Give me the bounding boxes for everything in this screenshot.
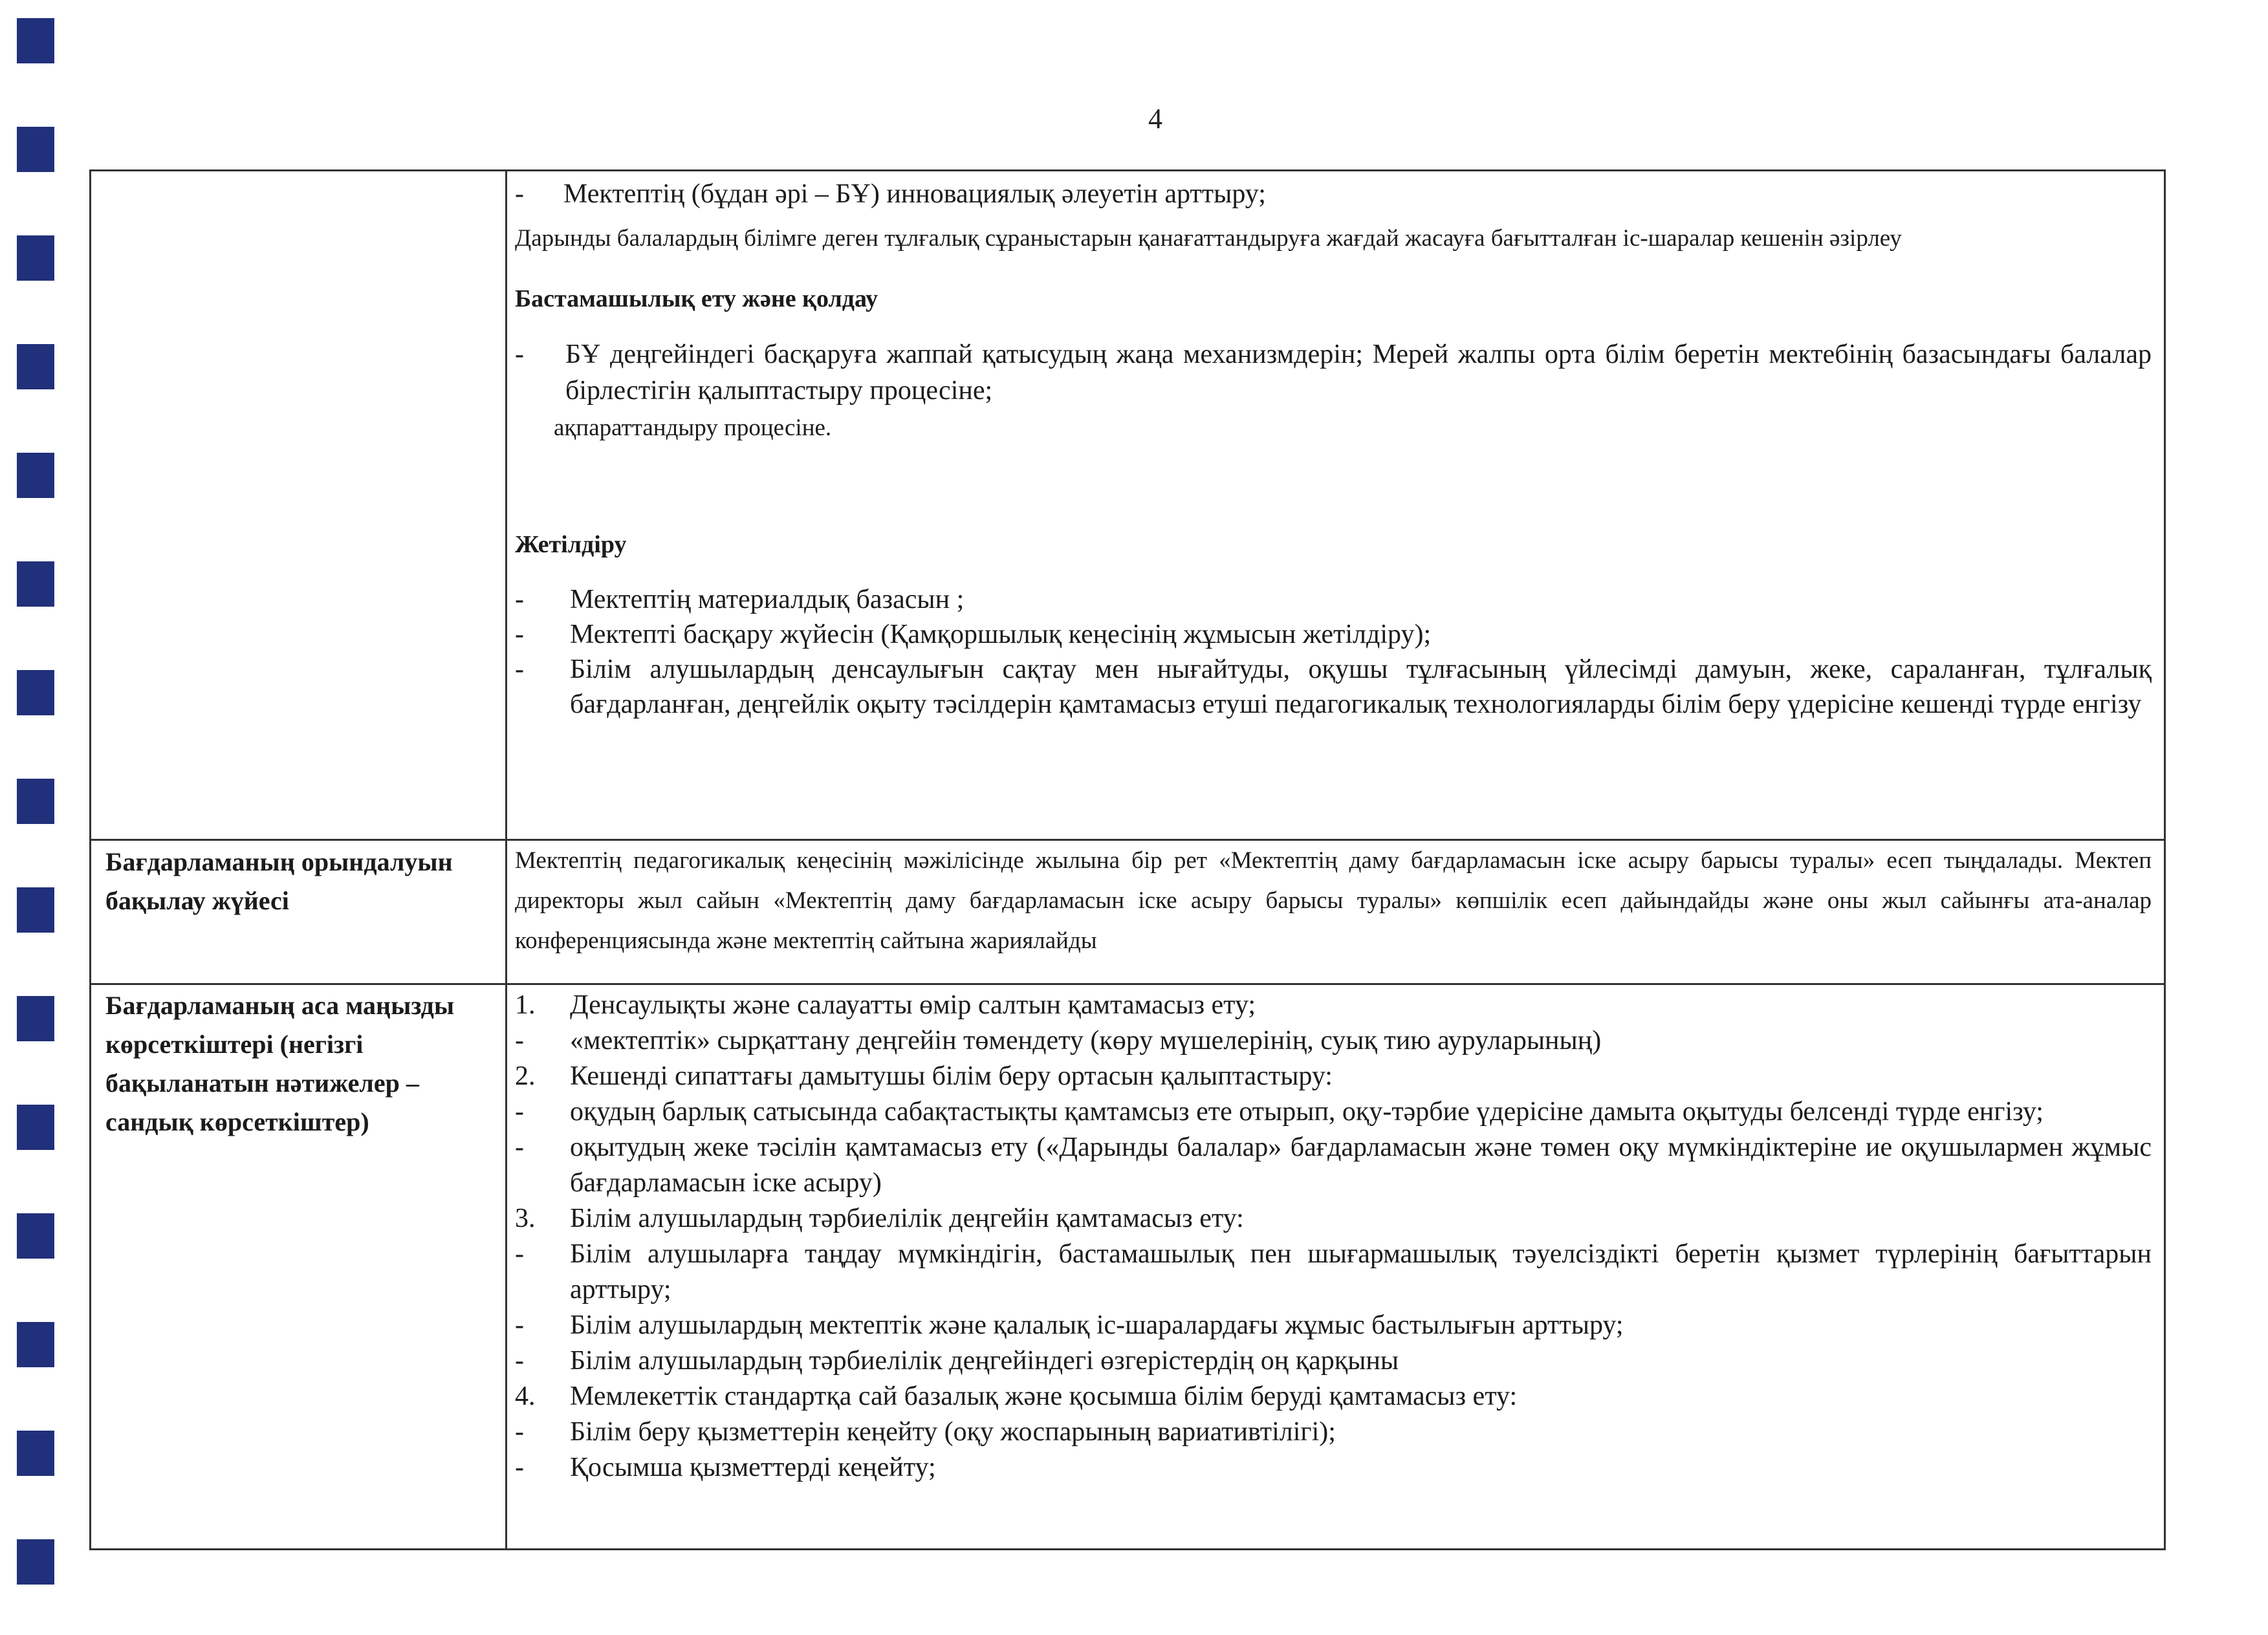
binding-hole — [17, 1431, 54, 1476]
binding-hole — [17, 1213, 54, 1259]
list-item: 2. Кешенді сипаттағы дамытушы білім беру ортасын қалыптастыру: — [515, 1061, 1333, 1091]
binding-hole — [17, 779, 54, 824]
binding-hole — [17, 1539, 54, 1585]
paragraph: Дарынды балалардың білімге деген тұлғалық сұраныстарын қанағаттандыруға жағдай жасауға бағытталған іс-шаралар кешенін әзірлеу — [515, 225, 1902, 252]
binding-hole — [17, 996, 54, 1041]
paragraph: ақпараттандыру процесіне. — [554, 415, 832, 441]
list-item: - «мектептік» сырқаттану деңгейін төмендету (көру мүшелерінің, суық тию ауруларының) — [515, 1026, 1602, 1056]
spiral-binding — [0, 0, 61, 1635]
monitoring-label: Бағдарламаның орындалуын бақылау жүйесі — [105, 847, 453, 915]
list-item: - Мектепті басқару жүйесін (Қамқоршылық кеңесінің жұмысын жетілдіру); — [515, 620, 1432, 649]
binding-hole — [17, 127, 54, 172]
item-text: БҰ деңгейіндегі басқаруға жаппай қатысудың жаңа механизмдерін; Мерей жалпы орта білім беретін мектебінің базасындағы балалар бірлестігін қалыптастыру процесіне; — [565, 340, 2152, 406]
binding-hole — [17, 18, 54, 63]
binding-hole — [17, 561, 54, 607]
item-text: Мектептің (бұдан әрі – БҰ) инновациялық әлеуетін арттыру; — [563, 179, 1266, 209]
list-item: - Мектептің (бұдан әрі – БҰ) инновациялық әлеуетін арттыру; — [515, 179, 1266, 209]
item-text: Білім алушылардың денсаулығын сақтау мен нығайтуды, оқушы тұлғасының үйлесімді дамуын, жеке, сараланған, тұлғалық бағдарланған, деңгейлік оқыту тәсілдерін қамтамасыз етуші педагогикалық технологияларды білім беру үдерісіне кешенді түрде енгізу — [570, 655, 2152, 719]
list-item: - оқудың барлық сатысында сабақтастықты қамтамсыз ете отырып, оқу-тәрбие үдерісіне дамыта оқытуды белсенді түрде енгізу; — [515, 1097, 2044, 1127]
binding-hole — [17, 670, 54, 715]
improve-list — [515, 582, 2152, 722]
column-divider — [505, 171, 507, 1548]
list-item: 4. Мемлекеттік стандартқа сай базалық және қосымша білім беруді қамтамасыз ету: — [515, 1381, 1518, 1411]
binding-hole — [17, 1322, 54, 1367]
goals-cell — [515, 177, 2152, 722]
binding-hole — [17, 1105, 54, 1150]
page-number: 4 — [1148, 103, 1162, 135]
item-text: Мектепті басқару жүйесін (Қамқоршылық кеңесінің жұмысын жетілдіру); — [570, 620, 1432, 649]
list-item: - Білім алушыларға таңдау мүмкіндігін, бастамашылық пен шығармашылық тәуелсіздікті беретін қызмет түрлерінің бағыттарын арттыру; — [515, 1239, 2152, 1305]
binding-hole — [17, 887, 54, 933]
list-item: 1. Денсаулықты және салауатты өмір салтын қамтамасыз ету; — [515, 990, 1256, 1020]
list-item: 3. Білім алушылардың тәрбиелілік деңгейін қамтамасыз ету: — [515, 1204, 1244, 1233]
binding-hole — [17, 344, 54, 389]
item-text: Мектептің материалдық базасын ; — [570, 585, 965, 614]
list-item: - оқытудың жеке тәсілін қамтамасыз ету («Дарынды балалар» бағдарламасын және төмен оқу мүмкіндіктеріне ие оқушылармен жұмыс бағдарламасын іске асыру) — [515, 1132, 2152, 1198]
list-item: - Қосымша қызметтерді кеңейту; — [515, 1453, 936, 1482]
section-heading: Жетілдіру — [515, 531, 627, 558]
list-item: - Білім алушылардың тәрбиелілік деңгейіндегі өзгерістердің оң қарқыны — [515, 1346, 1399, 1376]
list-item: - Мектептің материалдық базасын ; — [515, 585, 965, 614]
list-item: - Білім алушылардың денсаулығын сақтау мен нығайтуды, оқушы тұлғасының үйлесімді дамуын, жеке, сараланған, тұлғалық бағдарланған, деңгейлік оқыту тәсілдерін қамтамасыз етуші педагогикалық технологияларды білім беру үдерісіне кешенді түрде енгізу — [515, 655, 2152, 719]
indicators-list — [515, 988, 2152, 1486]
section-heading: Бастамашылық ету және қолдау — [515, 285, 878, 312]
program-table — [89, 169, 2166, 1550]
list-item: - Білім беру қызметтерін кеңейту (оқу жоспарының вариативтілігі); — [515, 1417, 1336, 1447]
binding-hole — [17, 453, 54, 498]
monitoring-text: Мектептің педагогикалық кеңесінің мәжілісінде жылына бір рет «Мектептің даму бағдарламасын іске асыру барысы туралы» есеп тыңдалады. Мектеп директоры жыл сайын «Мектептің даму бағдарламасын іске асыру барысы туралы» көпшілік есеп дайындайды және оны жыл сайынғы ата-аналар конференциясында және мектептің сайтына жариялайды — [515, 847, 2152, 954]
binding-hole — [17, 235, 54, 281]
list-item: - БҰ деңгейіндегі басқаруға жаппай қатысудың жаңа механизмдерін; Мерей жалпы орта білім беретін мектебінің базасындағы балалар бірлестігін қалыптастыру процесіне; — [515, 340, 2152, 406]
indicators-label: Бағдарламаның аса маңызды көрсеткіштері (негізгі бақыланатын нәтижелер – сандық көрсеткіштер) — [105, 991, 455, 1136]
list-item: - Білім алушылардың мектептік және қалалық іс-шаралардағы жұмыс бастылығын арттыру; — [515, 1310, 1624, 1340]
row-divider — [91, 983, 2164, 985]
